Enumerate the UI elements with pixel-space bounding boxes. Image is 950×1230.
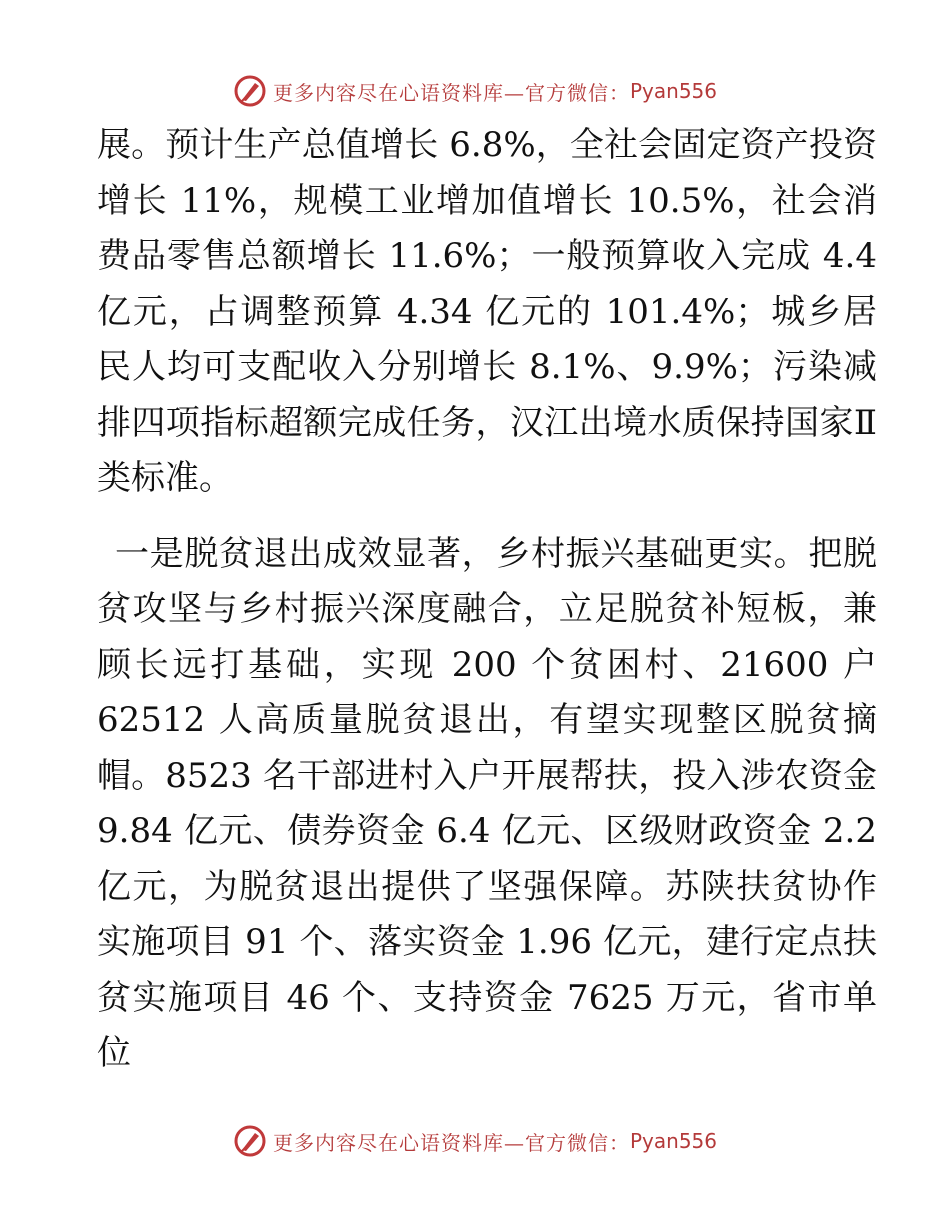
document-body xyxy=(97,118,877,1082)
watermark-account: Pyan556 xyxy=(629,1129,717,1153)
feather-pen-logo-icon xyxy=(233,1124,267,1158)
paragraph-economic-summary: 展。预计生产总值增长 6.8%，全社会固定资产投资增长 11%，规模工业增加值增长 10.5%，社会消费品零售总额增长 11.6%；一般预算收入完成 4.4 亿元，占调整预算 4.34 亿元的 101.4%；城乡居民人均可支配收入分别增长 8.1%、9.9%；污染减排四项指标超额完成任务，汉江出境水质保持国家Ⅱ类标准。 xyxy=(97,125,877,498)
paragraph-poverty-alleviation: 一是脱贫退出成效显著，乡村振兴基础更实。把脱贫攻坚与乡村振兴深度融合，立足脱贫补短板，兼顾长远打基础，实现 200 个贫困村、21600 户 62512 人高质量脱贫退出，有望实现整区脱贫摘帽。8523 名干部进村入户开展帮扶，投入涉农资金 9.84 亿元、债券资金 6.4 亿元、区级财政资金 2.2 亿元，为脱贫退出提供了坚强保障。苏陕扶贫协作实施项目 91 个、落实资金 1.96 亿元，建行定点扶贫实施项目 46 个、支持资金 7625 万元，省市单位 xyxy=(97,533,877,1073)
header-watermark xyxy=(0,74,950,108)
feather-pen-logo-icon xyxy=(233,74,267,108)
watermark-text: 更多内容尽在心语资料库—官方微信： xyxy=(272,80,630,105)
watermark-account: Pyan556 xyxy=(629,79,717,103)
watermark-text: 更多内容尽在心语资料库—官方微信： xyxy=(272,1130,630,1155)
footer-watermark xyxy=(0,1124,950,1158)
